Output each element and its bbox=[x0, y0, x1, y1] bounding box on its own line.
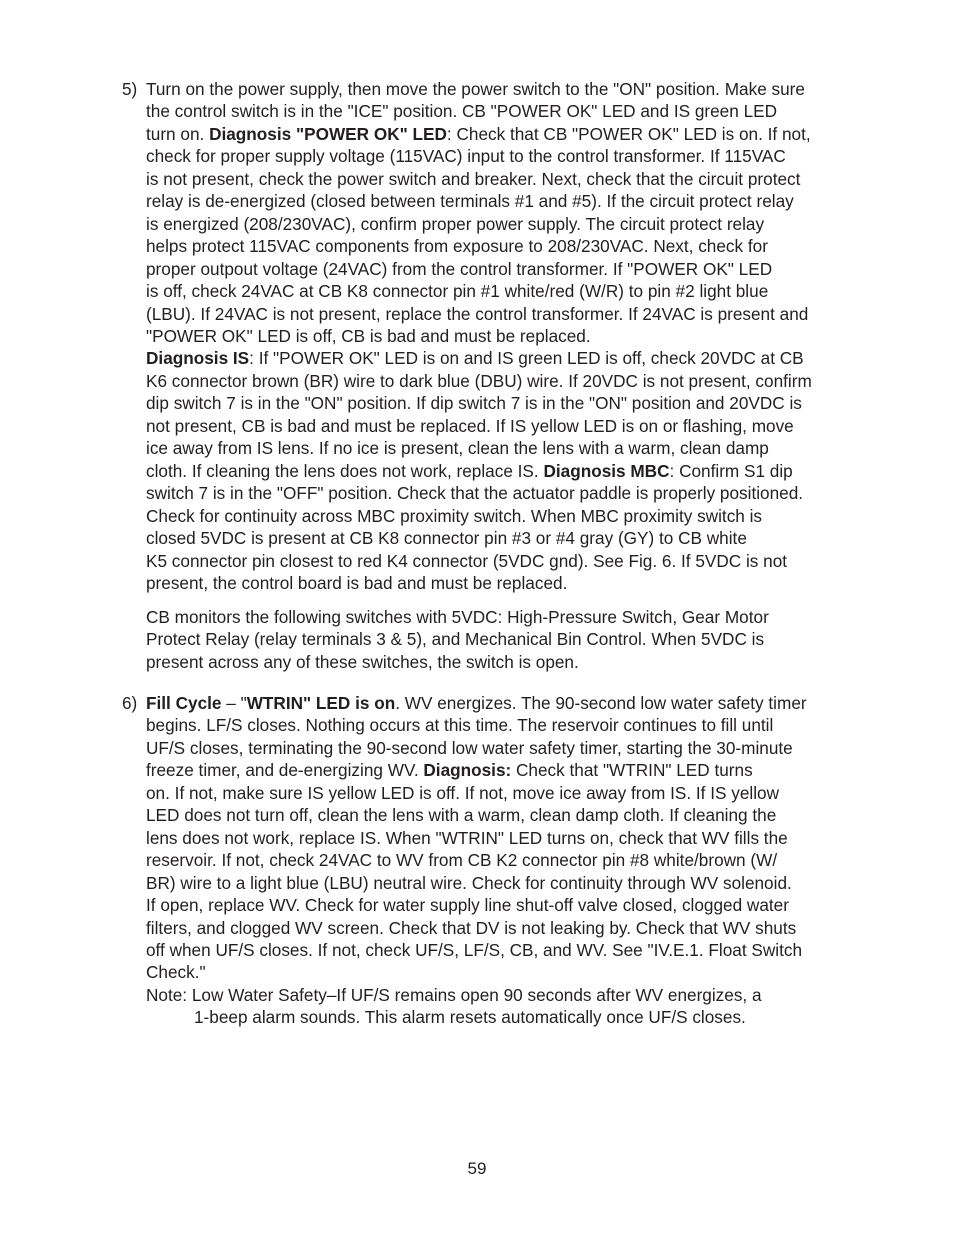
diagnosis-mbc-line-6: present, the control board is bad and must be replaced. bbox=[146, 572, 568, 593]
diagnosis-mbc-line-3: Check for continuity across MBC proximity switch. When MBC proximity switch is bbox=[146, 505, 763, 526]
diagnosis-mbc-line bbox=[146, 460, 876, 482]
diagnosis-mbc-label: Diagnosis MBC bbox=[543, 460, 670, 481]
step-6-line-12: off when UF/S closes. If not, check UF/S, LF/S, CB, and WV. See "IV.E.1. Float Switch bbox=[146, 939, 803, 960]
freeze-line-rest: Check that "WTRIN" LED turns bbox=[511, 760, 753, 781]
step-5-line-2: the control switch is in the "ICE" position. CB "POWER OK" LED and IS green LED bbox=[146, 101, 778, 122]
step-6-line-8: reservoir. If not, check 24VAC to WV from CB K2 connector pin #8 white/brown (W/ bbox=[146, 850, 778, 871]
fill-cycle-label: Fill Cycle bbox=[146, 693, 222, 713]
diagnosis-power-ok-label: Diagnosis "POWER OK" LED bbox=[209, 123, 447, 144]
step-5-line-9: proper outpout voltage (24VAC) from the control transformer. If "POWER OK" LED bbox=[146, 258, 773, 279]
step-5-number: 5) bbox=[122, 79, 138, 99]
cb-monitors-line-1: CB monitors the following switches with 5VDC: High-Pressure Switch, Gear Motor bbox=[146, 607, 769, 627]
diagnosis-mbc-line-2: switch 7 is in the "OFF" position. Check that the actuator paddle is properly positioned. bbox=[146, 483, 804, 504]
diagnosis-is-line-2: K6 connector brown (BR) wire to dark blue (DBU) wire. If 20VDC is not present, confirm bbox=[146, 370, 812, 391]
diagnosis-mbc-line-5: K5 connector pin closest to red K4 connector (5VDC gnd). See Fig. 6. If 5VDC is not bbox=[146, 550, 788, 571]
step-5 bbox=[122, 78, 876, 594]
step-6-line-2: begins. LF/S closes. Nothing occurs at this time. The reservoir continues to fill until bbox=[146, 715, 774, 736]
step-5-line-8: helps protect 115VAC components from exposure to 208/230VAC. Next, check for bbox=[146, 236, 768, 257]
cb-monitors-paragraph bbox=[146, 606, 876, 673]
step-6 bbox=[122, 692, 876, 1029]
cb-monitors-line-2: Protect Relay (relay terminals 3 & 5), and Mechanical Bin Control. When 5VDC is bbox=[146, 629, 765, 650]
diagnosis-is-line-4: not present, CB is bad and must be replaced. If IS yellow LED is on or flashing, move bbox=[146, 415, 794, 436]
step-6-line-4 bbox=[146, 759, 876, 781]
step-5-line-10: is off, check 24VAC at CB K8 connector pin #1 white/red (W/R) to pin #2 light blue bbox=[146, 281, 769, 302]
diagnosis-is-line bbox=[146, 347, 876, 369]
step-6-line-7: lens does not work, replace IS. When "WTRIN" LED turns on, check that WV fills the bbox=[146, 827, 788, 848]
diagnosis-is-line-5: ice away from IS lens. If no ice is present, clean the lens with a warm, clean damp bbox=[146, 438, 769, 459]
step-6-line-1-rest: . WV energizes. The 90-second low water safety timer bbox=[395, 693, 807, 713]
note-line-2: 1-beep alarm sounds. This alarm resets automatically once UF/S closes. bbox=[194, 1007, 746, 1028]
step-6-line-10: If open, replace WV. Check for water supply line shut-off valve closed, clogged water bbox=[146, 895, 789, 916]
diagnosis-mbc-text: : Confirm S1 dip bbox=[669, 460, 793, 481]
cloth-line-start: cloth. If cleaning the lens does not work, replace IS. bbox=[146, 460, 544, 481]
diagnosis-is-label: Diagnosis IS bbox=[146, 348, 250, 369]
page-number: 59 bbox=[467, 1159, 487, 1178]
freeze-line-start: freeze timer, and de-energizing WV. bbox=[146, 760, 424, 781]
dash-quote: – " bbox=[221, 693, 247, 713]
step-5-line-11: (LBU). If 24VAC is not present, replace the control transformer. If 24VAC is present and bbox=[146, 303, 809, 324]
step-6-line-6: LED does not turn off, clean the lens with a warm, clean damp cloth. If cleaning the bbox=[146, 805, 777, 826]
step-6-line-1 bbox=[146, 692, 876, 714]
step-6-line-9: BR) wire to a light blue (LBU) neutral wire. Check for continuity through WV solenoid. bbox=[146, 872, 792, 893]
diagnosis-label: Diagnosis: bbox=[423, 760, 512, 781]
diagnosis-is-line-3: dip switch 7 is in the "ON" position. If dip switch 7 is in the "ON" position and 20VDC is bbox=[146, 393, 802, 414]
step-6-line-13: Check." bbox=[146, 962, 206, 983]
step-5-line-4: check for proper supply voltage (115VAC) input to the control transformer. If 115VAC bbox=[146, 146, 786, 167]
diagnosis-power-ok-text: : Check that CB "POWER OK" LED is on. If not, bbox=[446, 123, 811, 144]
diagnosis-mbc-line-4: closed 5VDC is present at CB K8 connector pin #3 or #4 gray (GY) to CB white bbox=[146, 528, 747, 549]
cb-monitors-line-3: present across any of these switches, the switch is open. bbox=[146, 651, 579, 672]
step-5-line-3 bbox=[146, 123, 876, 145]
step-6-line-5: on. If not, make sure IS yellow LED is off. If not, move ice away from IS. If IS yellow bbox=[146, 782, 780, 803]
step-5-line-5: is not present, check the power switch and breaker. Next, check that the circuit protect bbox=[146, 168, 801, 189]
step-6-line-11: filters, and clogged WV screen. Check that DV is not leaking by. Check that WV shuts bbox=[146, 917, 797, 938]
step-5-line-6: relay is de-energized (closed between terminals #1 and #5). If the circuit protect relay bbox=[146, 191, 794, 212]
wtrin-led-label: WTRIN" LED is on bbox=[246, 693, 396, 713]
step-5-line-7: is energized (208/230VAC), confirm proper power supply. The circuit protect relay bbox=[146, 213, 765, 234]
step-5-line-1: Turn on the power supply, then move the power switch to the "ON" position. Make sure bbox=[146, 79, 805, 99]
step-6-number: 6) bbox=[122, 693, 138, 713]
note-line-1: Note: Low Water Safety–If UF/S remains open 90 seconds after WV energizes, a bbox=[146, 984, 762, 1005]
step-6-line-3: UF/S closes, terminating the 90-second low water safety timer, starting the 30-minute bbox=[146, 737, 793, 758]
diagnosis-is-text: : If "POWER OK" LED is on and IS green LED is off, check 20VDC at CB bbox=[249, 348, 804, 369]
step-5-line-12: "POWER OK" LED is off, CB is bad and must be replaced. bbox=[146, 325, 591, 346]
step-5-line-3-start: turn on. bbox=[146, 123, 210, 144]
